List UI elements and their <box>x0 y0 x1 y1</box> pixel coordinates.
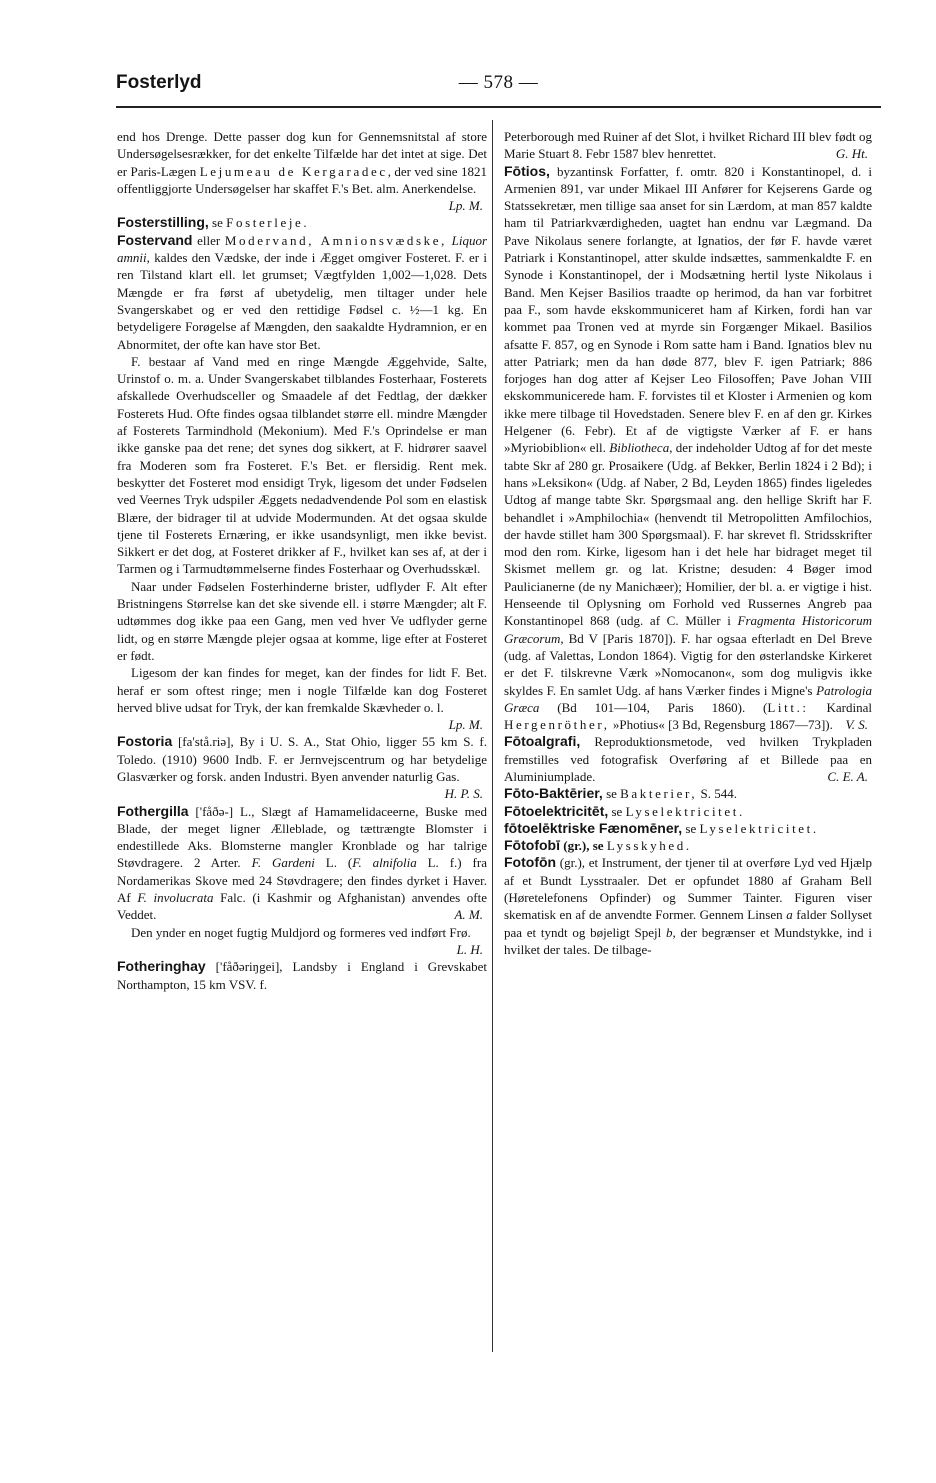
entry-fosterstilling: Fosterstilling, se Fosterleje. <box>117 214 310 231</box>
cross-reference: Lysskyhed. <box>606 838 692 854</box>
continued-paragraph: end hos Drenge. Dette passer dog kun for Gennemsnitstal af store Undersøgelsesrækker, for det enkelte Tilfælde har det intet at sige. Det er Paris-Lægen Lejumeau de Kergaradec, der ved sine 1821 offentliggjorte Undersøgelser har skaffet F.'s Bet. alm. Anerkendelse. Lp. M. <box>117 129 488 214</box>
lemma: Fōtoelektricitēt, <box>504 802 609 819</box>
lemma: Fothergilla <box>117 802 189 819</box>
entry-fostoria: Fostoria [fa'stå.riə], By i U. S. A., Stat Ohio, ligger 55 km S. f. Toledo. (1910) 9600 Indb. F. er Jernvejscentrum og har betydelige Glasværker og forsk. anden Industri. Byen anvender naturlig Gas. H. P. S. <box>117 733 487 802</box>
cross-reference: Lyselektricitet. <box>699 820 819 836</box>
lemma: Fōto-Baktērier, <box>504 785 603 802</box>
entry-foto-bakterier: Fōto-Baktērier, se Bakterier, S. 544. <box>504 785 737 802</box>
right-column <box>504 128 872 958</box>
lemma: Fotheringhay <box>117 958 206 975</box>
author-signature: Lp. M. <box>448 198 483 214</box>
lemma: Fōtofobī <box>504 837 560 854</box>
author-signature: G. Ht. <box>835 146 868 162</box>
entry-fothergilla: Fothergilla ['fåðə-] L., Slægt af Hamamelidaceerne, Buske med Blade, der meget ligner Ælleblade, og tættrængte Blomster i endestillede Aks. Blomsterne mangler Kronblade og har talrige Støvdragere. 2 Arter. F. Gardeni L. (F. alnifolia L. f.) fra Nordamerikas Skove med 24 Støvdragere; den findes dyrket i Haver. Af F. involucrata Falc. (i Kashmir og Afghanistan) anvendes ofte Veddet. A. M. <box>117 802 488 923</box>
entry-fostervand-p3: Naar under Fødselen Fosterhinderne brister, udflyder F. Alt efter Bristningens Størrelse kan det ske sivende ell. i større Mængder; alt F. udtømmes dog ikke paa een Gang, men ved hver Ve udflyder gerne lidt, og en større Mængde plejer ogsaa at komme, lige efter at Fosteret er født. <box>117 578 487 663</box>
page-header <box>116 72 881 102</box>
lemma: Fotofōn <box>504 854 557 871</box>
continued-paragraph: Peterborough med Ruiner af det Slot, i hvilket Richard III blev født og Marie Stuart 8. Febr 1587 blev henrettet. G. Ht. <box>504 129 872 162</box>
pronunciation: ['fåðəriŋgei], <box>205 959 283 975</box>
entry-fothergilla-p2: Den ynder en noget fugtig Muldjord og formeres ved indført Frø. L. H. <box>117 924 487 959</box>
cross-reference: Fosterleje. <box>226 215 310 231</box>
lemma: Fōtios, <box>504 162 550 179</box>
entry-fotofon: Fotofōn (gr.), et Instrument, der tjener til at overføre Lyd ved Hjælp af et Bundt Lysstraaler. Det er opfundet 1880 af Graham Bell (Høretelefonens Opfinder) og Summer Tainter. Figuren viser skematisk en af de anvendte Former. Gennem Linsen a falder Sollyset paa et tyndt og bøjeligt Spejl b, der begrænser et Mundstykke, ind i hvilket der tales. De tilbage- <box>504 854 872 957</box>
author-signature: A. M. <box>454 907 483 923</box>
lemma: Fōtoalgrafi, <box>504 733 581 750</box>
entry-fotheringhay: Fotheringhay ['fåðəriŋgei], Landsby i England i Grevskabet Northampton, 15 km VSV. f. <box>117 958 488 992</box>
header-rule <box>116 106 881 108</box>
author-signature: V. S. <box>845 717 868 733</box>
entry-fostervand-p2: F. bestaar af Vand med en ringe Mængde Æggehvide, Salte, Urinstof o. m. a. Under Svangerskabet tilblandes Fosterhaar, Fosterets afskallede Overhudsceller og Smaadele af det Fedtlag, der dækker Fosterets Hud. Ofte findes ogsaa tilblandet større ell. mindre Mængder af Fosterets Tarmindhold (Mekonium). Med F.'s Oprindelse er man ikke ganske paa det rene; det synes dog sikkert, at F. hidrører saavel fra Moderen som fra Fosteret. F.'s Bet. er flersidig. Rent mek. beskytter det Fosteret mod ensidigt Tryk, ligesom det under Fødselen ved Veernes Tryk udspiler Æggets nedadvendende Pol som en elastisk Blære, der bidrager til at udvide Modermunden. At det ogsaa skulde tjene til Fosterets Ernæring, er ikke usandsynligt, men ikke bevist. Sikkert er det dog, at Fosteret drikker af F., hvilket kan ses af, at der i Tarmen og i Tarmudtømmelserne findes Fosterhaar og Overhudsskæl. <box>117 353 487 577</box>
author-signature: C. E. A. <box>827 768 868 784</box>
column-divider <box>492 120 493 1352</box>
entry-fostervand-p4: Ligesom der kan findes for meget, kan der findes for lidt F. Bet. heraf er som oftest ringe; men i nogle Tilfælde kan dog Fosteret herved blive udsat for Tryk, der kan fremkalde Skævheder o. l. Lp. M. <box>117 665 487 733</box>
entry-fotofobi: Fōtofobī (gr.), se Lysskyhed. <box>504 837 692 854</box>
entry-fotoelektricitet: Fōtoelektricitēt, se Lyselektricitet. <box>504 802 745 819</box>
running-headword: Fosterlyd <box>116 72 202 93</box>
entry-fotios: Fōtios, byzantinsk Forfatter, f. omtr. 820 i Konstantinopel, d. i Armenien 891, var under Mikael III Anfører for Kejserens Garde og Statssekretær, men tillige saa anset for sin Lærdom, at man 857 kaldte ham til Patriarkværdigheden, uagtet han endnu var Lægmand. Da Pave Nikolaus senere forlangte, at Ignatios, der før F. havde været Patriark i Konstantinopel, atter skulde indsættes, sammenkaldte F. en Synode i Konstantinopel, der i Modsætning hertil lyste Nikolaus i Band. Men Kejser Basilios traadte op herimod, da han var forbitret paa F., som havde ekskommuniceret ham af Kirken, fordi han var kommet paa Tronen ved at myrde sin Forgænger Mikael. Basilios afsatte F. 857, og en Synode i Rom satte ham i Band. Ignatios blev nu atter Patriark; men da han døde 877, blev F. igen Patriark; 886 forjoges han dog atter af Kejser Leo Filosoffen; Pave Johan VIII ekskommunicerede ham. F. forvistes til et Kloster i Armenien og kom ikke mere tilbage til Hovedstaden. Senere blev F. en af den gr. Kirkes Helgener (6. Febr). Et af de vigtigste Værker af F. er hans »Myriobiblion« ell. Bibliotheca, der indeholder Udtog af for det meste tabte Skr af 280 gr. Prosaikere (Udg. af Bekker, Berlin 1824 i 2 Bd); i hans »Leksikon« (Udg. af Naber, 2 Bd, Leyden 1865) findes ligeledes Udtog af mange tabte Skr. Spørgsmaal ang. den hellige Skrift har F. behandlet i »Amphilochia« (henvendt til Metropolitten Amfilochios, der havde stillet ham 300 Spørgsmaal). F. har skrevet fl. Stridsskrifter mod den rom. Kirke, ligesom han i det hele har bidraget meget til Skismet mellem gr. og lat. Kristne; desuden: 4 Bøger imod Paulicianerne (de ny Manichæer); Homilier, der bl. a. er vigtige i hist. Henseende til Oplysning om Forhold ved Russernes Angreb paa Konstantinopel 868 (udg. af C. Müller i Fragmenta Historicorum Græcorum, Bd V [Paris 1870]). F. har ogsaa efterladt en Del Breve (udg. af Valettas, London 1864). Vigtig for den østerlandske Kirkeret er det F. tilskrevne Værk »Nomocanon«, som dog muligvis ikke skyldes F. En samlet Udg. af hans Værker findes i Migne's Patrologia Græca (Bd 101—104, Paris 1860). (Litt.: Kardinal Hergenröther, »Photius« [3 Bd, Regensburg 1867—73]). V. S. <box>504 162 872 733</box>
entry-fotoelektriske-faenomener: fōtoelēktriske Fænomēner, se Lyselektricitet. <box>504 819 819 836</box>
pronunciation: [fa'stå.riə], <box>172 734 234 750</box>
cross-reference: Lyselektricitet. <box>625 803 745 819</box>
lemma: Fosterstilling, <box>117 214 209 231</box>
entry-fostervand: Fostervand eller Modervand, Amnionsvædske, Liquor amnii, kaldes den Vædske, der inde i Ægget omgiver Fosteret. F. er i ren Tilstand klart ell. let grumset; Vægtfylden 1,002—1,028. Dets Mængde er fra først af ubetydelig, men tiltager under hele Svangerskabet og er ved den rettidige Fødsel c. ½—1 kg. En betydeligere Forøgelse af Mængden, den saakaldte Hydramnion, er en Abnormitet, der ofte kan have stor Bet. <box>117 231 488 352</box>
author-signature: H. P. S. <box>444 786 483 802</box>
author-signature: Lp. M. <box>448 717 483 733</box>
page-number: — 578 — <box>458 72 539 93</box>
entry-fotoalgrafi: Fōtoalgrafi, Reproduktionsmetode, ved hvilken Trykpladen fremstilles ved fotografisk Overføring af et Billede paa en Aluminiumplade. C. E. A. <box>504 733 872 784</box>
left-column <box>117 128 487 993</box>
lemma: Fostoria <box>117 733 173 750</box>
author-signature: L. H. <box>456 941 483 957</box>
cross-reference: Bakterier, <box>620 786 698 802</box>
lemma: fōtoelēktriske Fænomēner, <box>504 819 683 836</box>
pronunciation: ['fåðə-] <box>188 803 234 819</box>
lemma: Fostervand <box>117 231 193 248</box>
